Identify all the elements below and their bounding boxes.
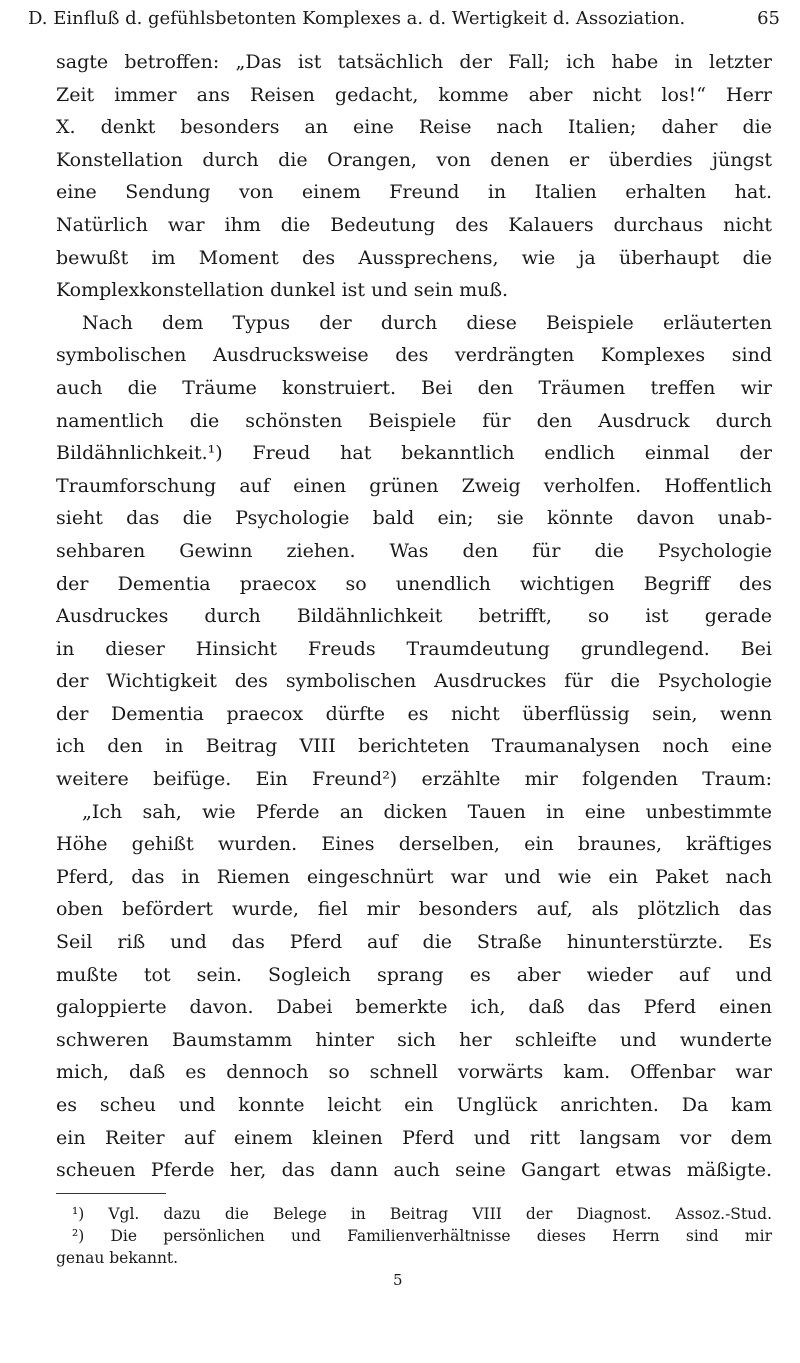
text-line: ein Reiter auf einem kleinen Pferd und ritt langsam vor dem bbox=[56, 1126, 772, 1149]
text-line: in dieser Hinsicht Freuds Traumdeutung grundlegend. Bei bbox=[56, 637, 772, 660]
text-line: „Ich sah, wie Pferde an dicken Tauen in eine unbestimmte bbox=[82, 800, 772, 823]
text-line: X. denkt besonders an eine Reise nach Italien; daher die bbox=[56, 116, 772, 139]
text-line: sieht das die Psychologie bald ein; sie könnte davon unab- bbox=[56, 507, 772, 530]
text-line: der Dementia praecox so unendlich wichtigen Begriff des bbox=[56, 572, 772, 595]
text-line: Seil riß und das Pferd auf die Straße hinunterstürzte. Es bbox=[56, 931, 772, 954]
footnote-divider bbox=[56, 1193, 166, 1194]
text-line: sehbaren Gewinn ziehen. Was den für die Psychologie bbox=[56, 539, 772, 562]
text-line: Konstellation durch die Orangen, von denen er überdies jüngst bbox=[56, 148, 772, 171]
text-line: Bildähnlichkeit.¹) Freud hat bekanntlich endlich einmal der bbox=[56, 442, 772, 465]
text-line: bewußt im Moment des Aussprechens, wie ja überhaupt die bbox=[56, 246, 772, 269]
printer-signature-mark: 5 bbox=[393, 1271, 403, 1289]
text-line: galoppierte davon. Dabei bemerkte ich, daß das Pferd einen bbox=[56, 996, 772, 1019]
running-head bbox=[28, 4, 780, 34]
text-line: der Dementia praecox dürfte es nicht überflüssig sein, wenn bbox=[56, 702, 772, 725]
footnote-1: ¹) Vgl. dazu die Belege in Beitrag VIII der Diagnost. Assoz.-Stud. bbox=[72, 1205, 772, 1223]
text-line: Nach dem Typus der durch diese Beispiele erläuterten bbox=[82, 311, 772, 334]
text-line: Höhe gehißt wurden. Eines derselben, ein braunes, kräftiges bbox=[56, 833, 772, 856]
text-line: weitere beifüge. Ein Freund²) erzählte mir folgenden Traum: bbox=[56, 768, 772, 791]
text-line: es scheu und konnte leicht ein Unglück anrichten. Da kam bbox=[56, 1094, 772, 1116]
text-line: mich, daß es dennoch so schnell vorwärts kam. Offenbar war bbox=[56, 1061, 772, 1084]
footnote-2-continued: genau bekannt. bbox=[56, 1249, 179, 1267]
text-line: Natürlich war ihm die Bedeutung des Kalauers durchaus nicht bbox=[56, 213, 772, 236]
text-line: ich den in Beitrag VIII berichteten Traumanalysen noch eine bbox=[56, 735, 772, 758]
text-line: auch die Träume konstruiert. Bei den Träumen treffen wir bbox=[56, 376, 772, 399]
text-line: schweren Baumstamm hinter sich her schleifte und wunderte bbox=[56, 1028, 772, 1051]
text-line: Ausdruckes durch Bildähnlichkeit betrifft, so ist gerade bbox=[56, 605, 772, 628]
running-head-title: D. Einfluß d. gefühlsbetonten Komplexes a. d. Wertigkeit d. Assoziation. bbox=[28, 8, 686, 29]
text-line: oben befördert wurde, fiel mir besonders auf, als plötzlich das bbox=[56, 898, 772, 921]
text-line: mußte tot sein. Sogleich sprang es aber wieder auf und bbox=[56, 963, 772, 986]
footnote-2: ²) Die persönlichen und Familienverhältnisse dieses Herrn sind mir bbox=[72, 1227, 772, 1245]
text-line: Zeit immer ans Reisen gedacht, komme aber nicht los!“ Herr bbox=[56, 83, 772, 106]
text-line: symbolischen Ausdrucksweise des verdrängten Komplexes sind bbox=[56, 344, 772, 367]
text-line: Traumforschung auf einen grünen Zweig verholfen. Hoffentlich bbox=[56, 474, 772, 497]
footnotes bbox=[56, 1203, 772, 1269]
text-line: Komplexkonstellation dunkel ist und sein muß. bbox=[56, 279, 509, 302]
text-line: sagte betroffen: „Das ist tatsächlich der Fall; ich habe in letzter bbox=[56, 51, 772, 73]
body-text bbox=[56, 46, 772, 1187]
text-line: Pferd, das in Riemen eingeschnürt war und wie ein Paket nach bbox=[56, 865, 772, 888]
text-line: der Wichtigkeit des symbolischen Ausdruckes für die Psychologie bbox=[56, 670, 772, 693]
text-line: namentlich die schönsten Beispiele für den Ausdruck durch bbox=[56, 409, 772, 432]
text-line: scheuen Pferde her, das dann auch seine Gangart etwas mäßigte. bbox=[56, 1159, 772, 1182]
page-number: 65 bbox=[757, 8, 780, 29]
text-line: eine Sendung von einem Freund in Italien erhalten hat. bbox=[56, 181, 772, 204]
